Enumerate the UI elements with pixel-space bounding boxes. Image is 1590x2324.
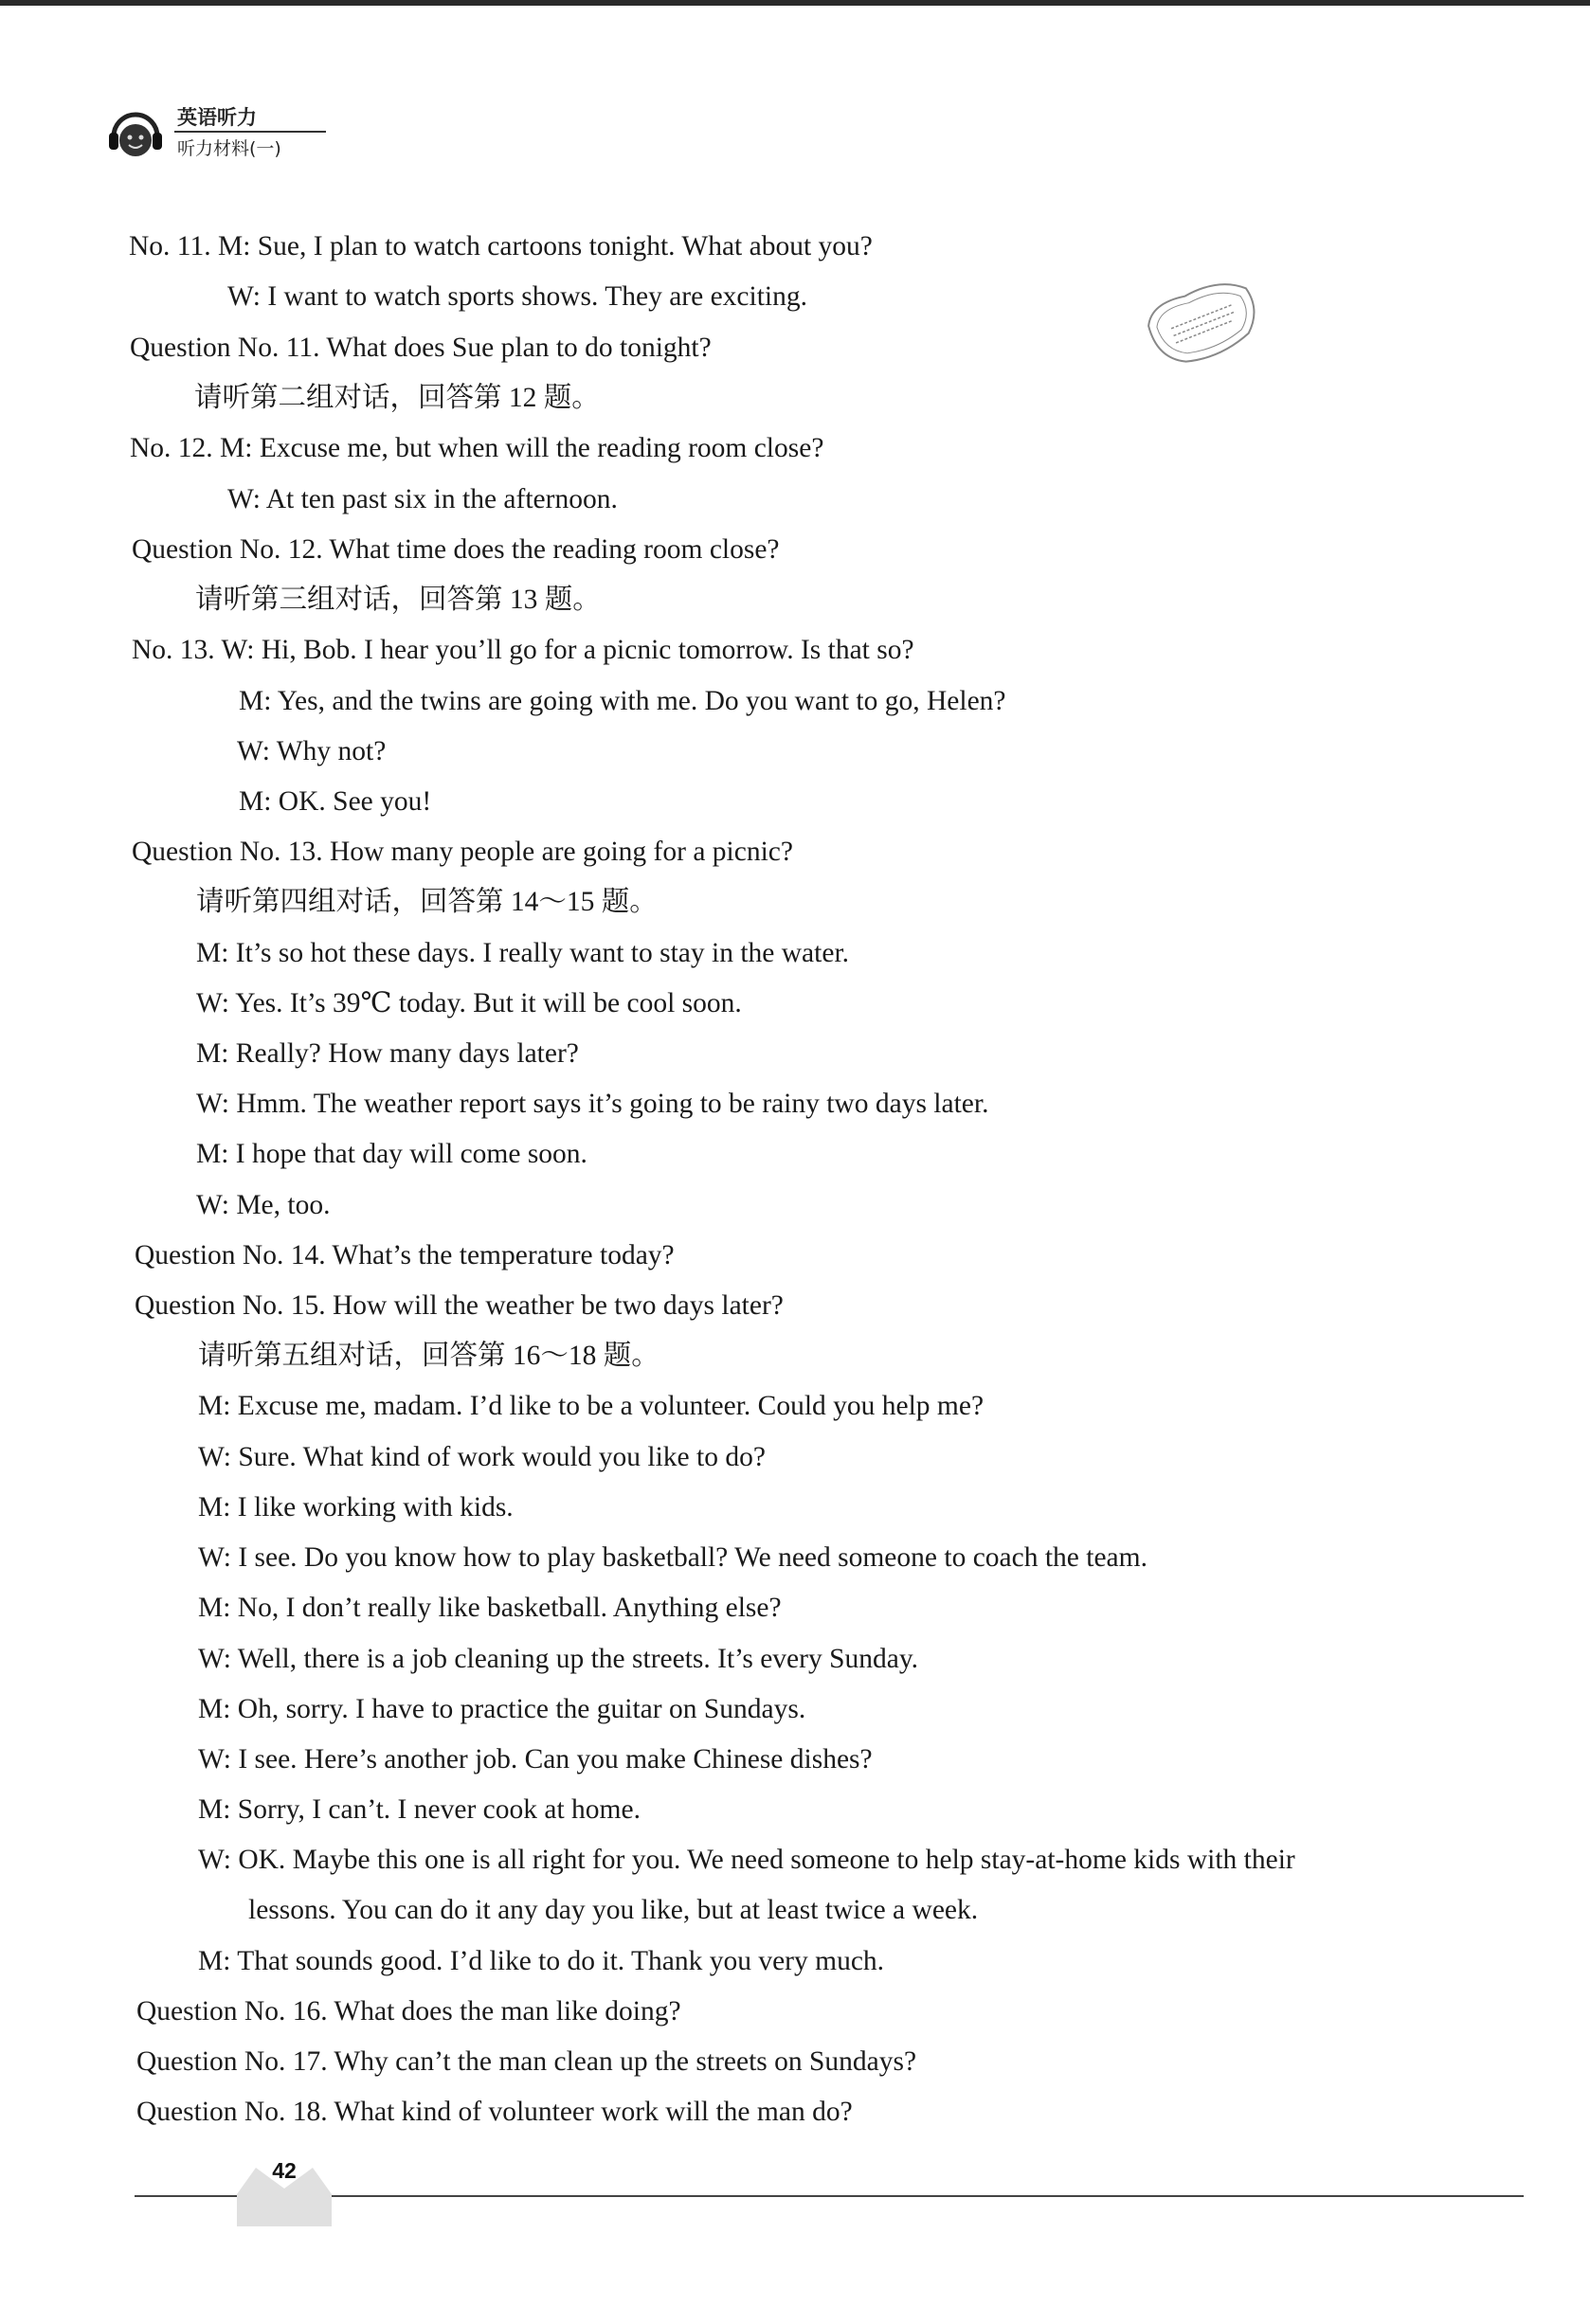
transcript-line: W: I see. Do you know how to play basketball? We need someone to coach the team. xyxy=(198,1542,1147,1573)
transcript-line: M: Oh, sorry. I have to practice the guitar on Sundays. xyxy=(198,1694,806,1724)
header-subtitle: 听力材料(一) xyxy=(177,138,281,159)
transcript-line: M: I hope that day will come soon. xyxy=(196,1139,587,1169)
transcript-line: W: Me, too. xyxy=(196,1190,331,1220)
transcript-line: Question No. 15. How will the weather be two days later? xyxy=(135,1290,784,1321)
transcript-line: Question No. 13. How many people are going for a picnic? xyxy=(132,837,793,867)
transcript-line: W: Well, there is a job cleaning up the streets. It’s every Sunday. xyxy=(198,1644,919,1674)
section-heading: 请听第二组对话，回答第 12 题。 xyxy=(194,383,600,413)
transcript-line: M: That sounds good. I’d like to do it. Thank you very much. xyxy=(198,1946,885,1976)
transcript-line: No. 11. M: Sue, I plan to watch cartoons tonight. What about you? xyxy=(129,231,873,261)
transcript-line: Question No. 11. What does Sue plan to do tonight? xyxy=(130,333,712,363)
transcript-line: M: Really? How many days later? xyxy=(196,1038,579,1069)
transcript-line: No. 12. M: Excuse me, but when will the reading room close? xyxy=(130,433,824,463)
transcript-line: W: Why not? xyxy=(237,736,387,766)
transcript-line: M: OK. See you! xyxy=(239,786,432,817)
transcript-line: W: I see. Here’s another job. Can you make Chinese dishes? xyxy=(198,1744,873,1775)
section-heading: 请听第五组对话，回答第 16～18 题。 xyxy=(198,1341,659,1371)
transcript-line: M: Excuse me, madam. I’d like to be a volunteer. Could you help me? xyxy=(198,1391,985,1421)
transcript-line: Question No. 18. What kind of volunteer work will the man do? xyxy=(136,2097,853,2127)
transcript-line: M: No, I don’t really like basketball. Anything else? xyxy=(198,1593,782,1623)
transcript-line: M: Yes, and the twins are going with me. Do you want to go, Helen? xyxy=(239,686,1006,716)
page-number: 42 xyxy=(272,2158,297,2183)
transcript-line: M: Sorry, I can’t. I never cook at home. xyxy=(198,1794,641,1825)
transcript-line: W: Hmm. The weather report says it’s going to be rainy two days later. xyxy=(196,1089,989,1119)
transcript-line: W: OK. Maybe this one is all right for you. We need someone to help stay-at-home kids with their xyxy=(198,1845,1295,1875)
transcript-line: Question No. 12. What time does the reading room close? xyxy=(132,534,780,565)
transcript-line: No. 13. W: Hi, Bob. I hear you’ll go for a picnic tomorrow. Is that so? xyxy=(132,635,914,665)
transcript-line: lessons. You can do it any day you like, but at least twice a week. xyxy=(248,1895,979,1925)
section-heading: 请听第四组对话，回答第 14～15 题。 xyxy=(196,887,658,917)
transcript-line: Question No. 14. What’s the temperature today? xyxy=(135,1240,675,1270)
transcript-line: W: Yes. It’s 39℃ today. But it will be cool soon. xyxy=(196,988,742,1018)
section-heading: 请听第三组对话，回答第 13 题。 xyxy=(195,585,601,615)
transcript-line: W: At ten past six in the afternoon. xyxy=(227,484,618,514)
header-title: 英语听力 xyxy=(177,106,257,129)
transcript-line: Question No. 16. What does the man like doing? xyxy=(136,1996,681,2027)
transcript-line: M: I like working with kids. xyxy=(198,1492,514,1522)
transcript-line: W: I want to watch sports shows. They are exciting. xyxy=(227,281,807,312)
transcript-line: W: Sure. What kind of work would you like to do? xyxy=(198,1442,766,1472)
transcript-line: M: It’s so hot these days. I really want to stay in the water. xyxy=(196,938,850,968)
transcript-line: Question No. 17. Why can’t the man clean up the streets on Sundays? xyxy=(136,2046,917,2077)
